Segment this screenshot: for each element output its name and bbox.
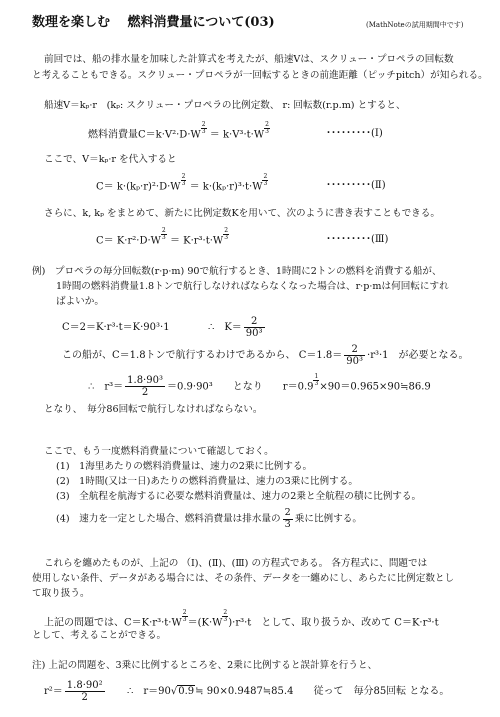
footnote-calc — [44, 680, 449, 703]
calc-1-text: C＝2＝K·r³·t＝K·90³·1 — [62, 322, 170, 333]
speed-definition: 船速V＝kₚ·r (kₚ: スクリュー・プロペラの比例定数、 r: 回転数(r.p.m) とすると、 — [44, 100, 406, 111]
problem-line-1 — [44, 610, 439, 629]
equation-1-label: ･････････(Ⅰ) — [326, 128, 383, 139]
equation-3-mid: ＝ K·r³·t·W — [169, 235, 224, 247]
calc-2-text-a: この船が、C＝1.8トンで航行するわけであるから、 C＝1.8＝ — [62, 350, 343, 361]
calc-3-fraction: $\frac{\text{1.8·90³}}{2}$ — [127, 375, 163, 399]
exponent-two-thirds: $\frac{2}{3}$ — [224, 227, 229, 241]
sqrt-value: 0.9 — [178, 686, 195, 697]
page-title: 数理を楽しむ 燃料消費量について(03) — [32, 15, 275, 30]
combine-intro: さらに、k, kₚ をまとめて、新たに比例定数Kを用いて、次のように書き表すこともできる。 — [44, 208, 440, 219]
example-calc-3 — [88, 374, 431, 398]
exponent-two-thirds: $\frac{2}{3}$ — [223, 609, 228, 623]
calc-2-fraction: $\frac{2}{\text{90³}}$ — [346, 344, 364, 367]
therefore-k: ∴ K＝ — [207, 322, 242, 333]
confirm-item-2: (2) 1時間(又は一日)あたりの燃料消費量は、速力の3乗に比例する。 — [56, 476, 358, 487]
confirm-intro: ここで、もう一度燃料消費量について確認しておく。 — [44, 446, 274, 457]
item-4-text-b: 乗に比例する。 — [294, 513, 362, 525]
equation-3 — [96, 228, 229, 247]
footnote-line-1: 注) 上記の問題を、3乗に比例するところを、2乗に比例すると誤計算を行うと、 — [32, 660, 378, 671]
confirm-item-3: (3) 全航程を航海するに必要な燃料消費量は、速力の2乗と全航程の積に比例する。 — [56, 491, 422, 502]
item-4-fraction: $\frac{2}{3}$ — [284, 507, 291, 530]
summary-line-1: これらを纏めたものが、上記の （Ⅰ)、(Ⅱ)、(Ⅲ) の方程式である。 各方程式に、問題では — [44, 558, 428, 569]
equation-2-mid: ＝ k·(kₚ·r)³·t·W — [189, 181, 263, 193]
footnote-r2: r²＝ — [44, 686, 63, 697]
exponent-two-thirds: $\frac{2}{3}$ — [182, 609, 187, 623]
confirm-item-4 — [56, 508, 362, 530]
calc-3-text-a: ∴ r³＝ — [88, 381, 124, 393]
summary-line-3: て取り扱う。 — [32, 588, 90, 599]
example-line-3: ばよいか。 — [56, 296, 104, 307]
sqrt-symbol: √ — [170, 686, 178, 697]
calc-2-text-b: ·r³·1 が必要となる。 — [367, 350, 469, 361]
problem-line-2: として、考えることができる。 — [32, 630, 167, 641]
equation-2-label: ･････････(Ⅱ) — [326, 180, 386, 191]
exponent-two-thirds: $\frac{2}{3}$ — [265, 121, 269, 135]
intro-line-2: と考えることもできる。スクリュー・プロペラが一回転するときの前進距離（ピッチpitch）が知られる。 — [32, 70, 488, 81]
problem-text-a: 上記の問題では、C＝K·r³·t·W — [44, 617, 182, 629]
example-calc-2 — [62, 344, 469, 367]
footnote-rest: ≒ 90×0.9487≒85.4 従って 毎分85回転 となる。 — [195, 686, 450, 697]
confirm-item-1: (1) 1海里あたりの燃料消費量は、速力の2乗に比例する。 — [56, 461, 313, 472]
calc-3-text-c: ×90＝0.965×90≒86.9 — [319, 381, 431, 393]
equation-2 — [96, 174, 268, 193]
trial-note: (MathNoteの試用期間中です) — [366, 21, 464, 29]
summary-line-2: 使用しない条件、データがある場合には、その条件、データを一纏めにし、あらたに比例定数とし — [32, 573, 455, 584]
example-line-2: 1時間の燃料消費量1.8トンで航行しなければならなくなった場合は、r·p·mは何回転にすれ — [56, 281, 449, 292]
equation-1-mid: ＝ k·V³·t·W — [209, 129, 265, 141]
problem-text-b: ＝(K·W — [187, 617, 223, 629]
exponent-two-thirds: $\frac{2}{3}$ — [181, 173, 186, 187]
exponent-two-thirds: $\frac{2}{3}$ — [161, 227, 166, 241]
footnote-therefore: ∴ r＝90 — [127, 686, 171, 697]
substitution-intro: ここで、V＝kₚ·r を代入すると — [44, 154, 177, 165]
example-calc-1 — [62, 316, 267, 339]
k-fraction: $\frac{2}{\text{90³}}$ — [245, 316, 263, 339]
item-4-text-a: (4) 速力を一定とした場合、燃料消費量は排水量の — [56, 513, 281, 525]
calc-3-text-b: ＝0.9·90³ となり r＝0.9 — [166, 381, 314, 393]
equation-3-lhs: C＝ K·r²·D·W — [96, 235, 161, 247]
equation-3-label: ･････････(Ⅲ) — [326, 234, 389, 245]
equation-1-lhs: 燃料消費量C＝k·V²·D·W — [88, 129, 201, 141]
problem-text-c: )·r³·t として、取り扱うか、改めて C＝K·r³·t — [228, 617, 439, 629]
example-line-1: 例) プロペラの毎分回転数(r·p·m) 90で航行するとき、1時間に2トンの燃料を消費する船が、 — [32, 266, 442, 277]
footnote-fraction: $\frac{\text{1.8·90²}}{2}$ — [66, 680, 103, 703]
equation-1 — [88, 122, 270, 141]
exponent-two-thirds: $\frac{2}{3}$ — [263, 173, 268, 187]
example-result: となり、 毎分86回転で航行しなければならない。 — [44, 404, 263, 415]
intro-line-1: 前回では、船の排水量を加味した計算式を考えたが、船速Vは、スクリュー・プロペラの回転数 — [44, 54, 454, 65]
equation-2-lhs: C＝ k·(kₚ·r)²·D·W — [96, 181, 181, 193]
exponent-one-third: $\frac{1}{3}$ — [314, 373, 319, 387]
exponent-two-thirds: $\frac{2}{3}$ — [201, 121, 206, 135]
